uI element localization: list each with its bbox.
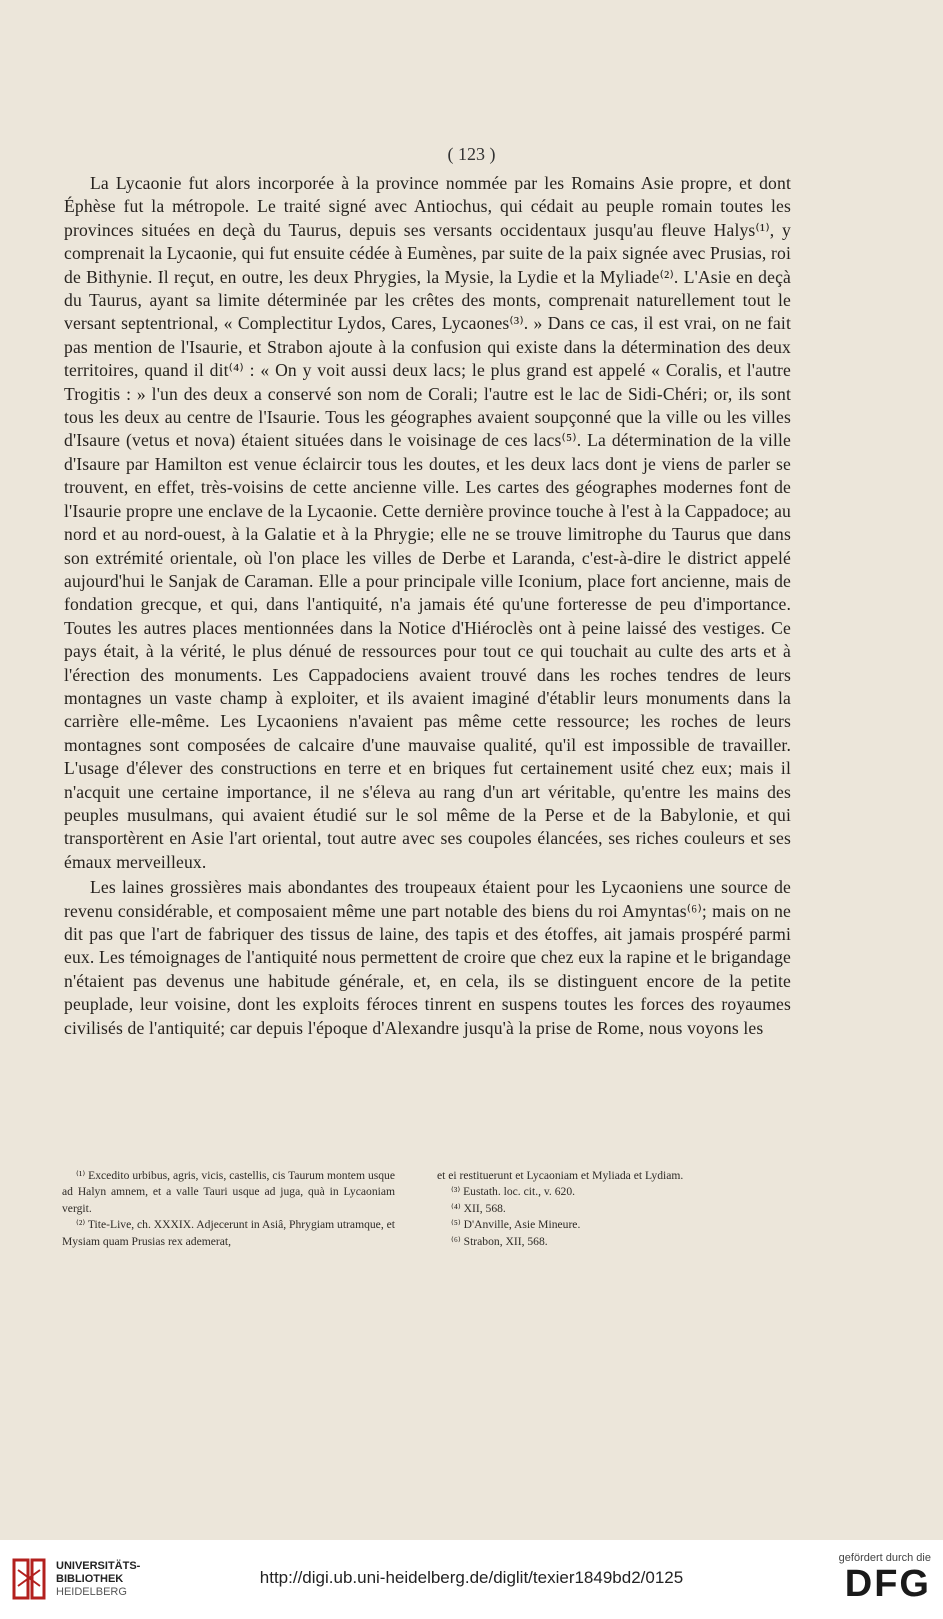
footnote: ⁽²⁾ Tite-Live, ch. XXXIX. Adjecerunt in Asiâ, Phrygiam utramque, et Mysiam quam Prusias rex ademerat, — [62, 1218, 395, 1248]
page-number: ( 123 ) — [447, 144, 496, 164]
footnotes-left-column — [62, 1168, 395, 1250]
funder-block — [821, 1552, 931, 1604]
body-text — [64, 172, 791, 1040]
funding-caption: gefördert durch die — [838, 1552, 931, 1564]
footnote: ⁽³⁾ Eustath. loc. cit., v. 620. — [451, 1185, 576, 1199]
footnote: ⁽⁴⁾ XII, 568. — [451, 1201, 506, 1215]
dfg-logo[interactable]: DFG — [844, 1563, 931, 1605]
library-name-line: BIBLIOTHEK — [56, 1572, 124, 1585]
footnote: ⁽⁶⁾ Strabon, XII, 568. — [451, 1234, 548, 1248]
permalink-url[interactable]: http://digi.ub.uni-heidelberg.de/diglit/texier1849bd2/0125 — [259, 1568, 684, 1587]
paragraph: La Lycaonie fut alors incorporée à la province nommée par les Romains Asie propre, et dont Éphèse fut la métropole. Le traité signé avec Antiochus, qui cédait au peuple romain toutes les provinces situées en deçà du Taurus, depuis ses versants occidentaux jusqu'au fleuve Halys⁽¹⁾, y comprenait la Lycaonie, qui fut ensuite cédée à Eumènes, par suite de la paix signée avec Prusias, roi de Bithynie. Il reçut, en outre, les deux Phrygies, la Mysie, la Lydie et la Myliade⁽²⁾. L'Asie en deçà du Taurus, ayant sa limite déterminée par les crêtes des monts, comprenait naturellement tout le versant septentrional, « Complectitur Lydos, Cares, Lycaones⁽³⁾. » Dans ce cas, il est vrai, on ne fait pas mention de l'Isaurie, et Strabon ajoute à la confusion qui existe dans la détermination des deux territoires, quand il dit⁽⁴⁾ : « On y voit aussi deux lacs; le plus grand est appelé « Coralis, et l'autre Trogitis : » l'un des deux a conservé son nom de Corali; l'autre est le lac de Sidi-Chéri; or, ils sont tous les deux au centre de l'Isaurie. Tous les géographes avaient soupçonné que la ville ou les villes d'Isaure (vetus et nova) étaient situées dans le voisinage de ces lacs⁽⁵⁾. La détermination de la ville d'Isaure par Hamilton est venue éclaircir tous les doutes, et les deux lacs dont je viens de parler se trouvent, en effet, très-voisins de cette ancienne ville. Les cartes des géographes modernes font de l'Isaurie propre une enclave de la Lycaonie. Cette dernière province touche à l'est à la Cappadoce; au nord et au nord-ouest, à la Galatie et à la Phrygie; elle ne se trouve limitrophe du Taurus que dans son extrémité orientale, où l'on place les villes de Derbe et Laranda, c'est-à-dire le district appelé aujourd'hui le Sanjak de Caraman. Elle a pour principale ville Iconium, place fort ancienne, mais de fondation grecque, et qui, dans l'antiquité, n'a jamais été qu'une forteresse de peu d'importance. Toutes les autres places mentionnées dans la Notice d'Hiéroclès ont à peine laissé des vestiges. Ce pays était, à la vérité, le plus dénué de ressources pour tout ce qui touchait au culte des arts et à l'érection des monuments. Les Cappadociens avaient trouvé dans les roches tendres de leurs montagnes un vaste champ à exploiter, et ils avaient imaginé d'établir leurs monuments dans la carrière elle-même. Les Lycaoniens n'avaient pas même cette ressource; les roches de leurs montagnes sont composées de calcaire d'une mauvaise qualité, qu'il est impossible de travailler. L'usage d'élever des constructions en terre et en briques fut certainement usité chez eux; mais il n'acquit une certaine importance, il ne s'éleva au rang d'un art véritable, qu'entre les mains des peuples musulmans, qui avaient étudié sur le sol même de la Perse et de la Babylonie, et qui transportèrent en Asie l'art oriental, tout autre avec ses coupoles élancées, ses riches couleurs et ses émaux merveilleux. — [64, 173, 791, 872]
footnotes-right-column — [437, 1168, 797, 1250]
paragraph: Les laines grossières mais abondantes des troupeaux étaient pour les Lycaoniens une source de revenu considérable, et composaient même une part notable des biens du roi Amyntas⁽⁶⁾; mais on ne dit pas que l'art de fabriquer des tissus de laine, des tapis et des étoffes, ait jamais prospéré parmi eux. Les témoignages de l'antiquité nous permettent de croire que chez eux la rapine et le brigandage n'étaient pas devenus une habitude générale, et, en cela, ils se distinguent encore de la petite peuplade, leur voisine, dont les exploits féroces tinrent en suspens toutes les forces des royaumes civilisés de l'antiquité; car depuis l'époque d'Alexandre jusqu'à la prise de Rome, nous voyons les — [64, 877, 791, 1038]
footnote: ⁽⁵⁾ D'Anville, Asie Mineure. — [451, 1218, 581, 1232]
footnote: ⁽¹⁾ Excedito urbibus, agris, vicis, castellis, cis Taurum montem usque ad Halyn amnem, et a valle Tauri usque ad juga, quà in Lycaoniam vergit. — [62, 1169, 395, 1215]
footnote-continuation: et ei restituerunt et Lycaoniam et Myliada et Lydiam. — [437, 1169, 684, 1182]
footnotes — [62, 1168, 797, 1250]
library-name-line: HEIDELBERG — [56, 1585, 127, 1598]
library-name-line: UNIVERSITÄTS- — [56, 1559, 141, 1572]
viewer-footer — [0, 1540, 943, 1619]
